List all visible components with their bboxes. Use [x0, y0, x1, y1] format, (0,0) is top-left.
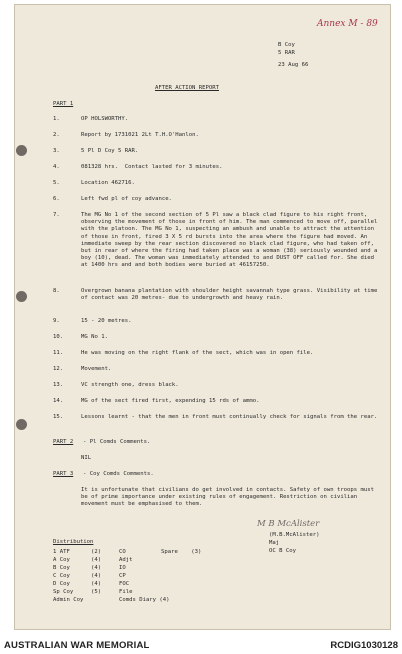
item-text: The MG No 1 of the second section of 5 Pl saw a black clad figure to his right front, observing the movement of those in front of him. The man commenced to move off, parallel with the platoon. The MG No 1, suspecting an ambush and unable to attract the attention of those in front, fired 3 X 5 rd bursts into the area where the figure had moved. An immediate sweep by the rear section discovered no black clad figure, who had taken off, but in rear of where the firing had taken place was a woman (38) seriously wounded and a boy (10), dead. The woman was immediately attended to and DUST OFF called for. She died at 1400 hrs and and both bodies were buried at 46157250.: [81, 212, 378, 269]
item-number: 7.: [53, 212, 60, 218]
item-text: Left fwd pl of coy advance.: [81, 196, 172, 202]
part3-heading: PART 3: [53, 471, 74, 477]
signatory-rank: Maj: [269, 540, 280, 546]
unit-line: B Coy: [278, 42, 295, 48]
part3-title: - Coy Comds Comments.: [83, 471, 154, 477]
signature-scrawl: M B McAlister: [257, 519, 320, 529]
distribution-spare: Spare (3): [161, 549, 202, 555]
item-text: Movement.: [81, 366, 112, 372]
handwritten-annex-note: Annex M - 89: [317, 19, 378, 29]
distribution-count: (5): [91, 589, 102, 595]
item-number: 13.: [53, 382, 64, 388]
item-number: 3.: [53, 148, 60, 154]
item-text: VC strength one, dress black.: [81, 382, 179, 388]
part2-title: - Pl Comds Comments.: [83, 439, 151, 445]
punch-hole: [16, 291, 27, 302]
unit-line: 5 RAR: [278, 50, 295, 56]
item-number: 12.: [53, 366, 64, 372]
distribution-addressee: B Coy: [53, 565, 70, 571]
part2-body: NIL: [81, 455, 92, 461]
item-text: MG of the sect fired first, expending 15 rds of ammo.: [81, 398, 260, 404]
item-text: 5 Pl D Coy 5 RAR.: [81, 148, 139, 154]
item-text: Lessons learnt - that the men in front must continually check for signals from the rear.: [81, 414, 378, 420]
signatory-name: (M.B.McAlister): [269, 532, 320, 538]
punch-hole: [16, 419, 27, 430]
item-text: Overgrown banana plantation with shoulder height savannah type grass. Visibility at time of contact was 20 metres- due to undergrowth and heavy rain.: [81, 288, 378, 302]
distribution-addressee: D Coy: [53, 581, 70, 587]
item-text: He was moving on the right flank of the sect, which was in open file.: [81, 350, 314, 356]
distribution-addressee: 1 ATF: [53, 549, 70, 555]
item-number: 2.: [53, 132, 60, 138]
item-text: 15 - 20 metres.: [81, 318, 132, 324]
distribution-addressee: A Coy: [53, 557, 70, 563]
signatory-role: OC B Coy: [269, 548, 296, 554]
report-title: AFTER ACTION REPORT: [155, 85, 219, 91]
item-number: 1.: [53, 116, 60, 122]
item-number: 5.: [53, 180, 60, 186]
item-number: 6.: [53, 196, 60, 202]
distribution-addressee: File: [119, 589, 133, 595]
part3-body: It is unfortunate that civilians do get involved in contacts. Safety of own troops must be of prime importance under existing rules of engagement. Restriction on civilian movement must be emphasised to them.: [81, 487, 374, 508]
item-text: 081328 hrs. Contact lasted for 3 minutes.: [81, 164, 223, 170]
distribution-count: (4): [91, 565, 102, 571]
item-text: OP HOLSWORTHY.: [81, 116, 129, 122]
distribution-addressee: Sp Coy: [53, 589, 74, 595]
item-number: 11.: [53, 350, 64, 356]
part1-heading: PART 1: [53, 101, 74, 107]
distribution-heading: Distribution: [53, 539, 94, 545]
distribution-count: (4): [91, 581, 102, 587]
distribution-addressee: Comds Diary (4): [119, 597, 170, 603]
item-number: 4.: [53, 164, 60, 170]
punch-hole: [16, 145, 27, 156]
item-text: Location 462716.: [81, 180, 135, 186]
distribution-addressee: IO: [119, 565, 126, 571]
item-text: MG No 1.: [81, 334, 108, 340]
archive-footer: [0, 636, 402, 654]
item-number: 10.: [53, 334, 64, 340]
distribution-addressee: Adjt: [119, 557, 133, 563]
item-number: 14.: [53, 398, 64, 404]
distribution-addressee: C Coy: [53, 573, 70, 579]
report-date: 23 Aug 66: [278, 62, 309, 68]
distribution-addressee: Admin Coy: [53, 597, 84, 603]
distribution-addressee: CP: [119, 573, 126, 579]
distribution-addressee: FOC: [119, 581, 130, 587]
distribution-count: (4): [91, 557, 102, 563]
part2-heading: PART 2: [53, 439, 74, 445]
distribution-count: (2): [91, 549, 102, 555]
archive-record-id: RCDIG1030128: [330, 640, 398, 651]
item-text: Report by 1731021 2Lt T.H.O'Hanlon.: [81, 132, 199, 138]
item-number: 8.: [53, 288, 60, 294]
item-number: 15.: [53, 414, 64, 420]
item-number: 9.: [53, 318, 60, 324]
distribution-addressee: CO: [119, 549, 126, 555]
archive-name: AUSTRALIAN WAR MEMORIAL: [4, 640, 150, 651]
document-page: [14, 4, 391, 630]
distribution-count: (4): [91, 573, 102, 579]
